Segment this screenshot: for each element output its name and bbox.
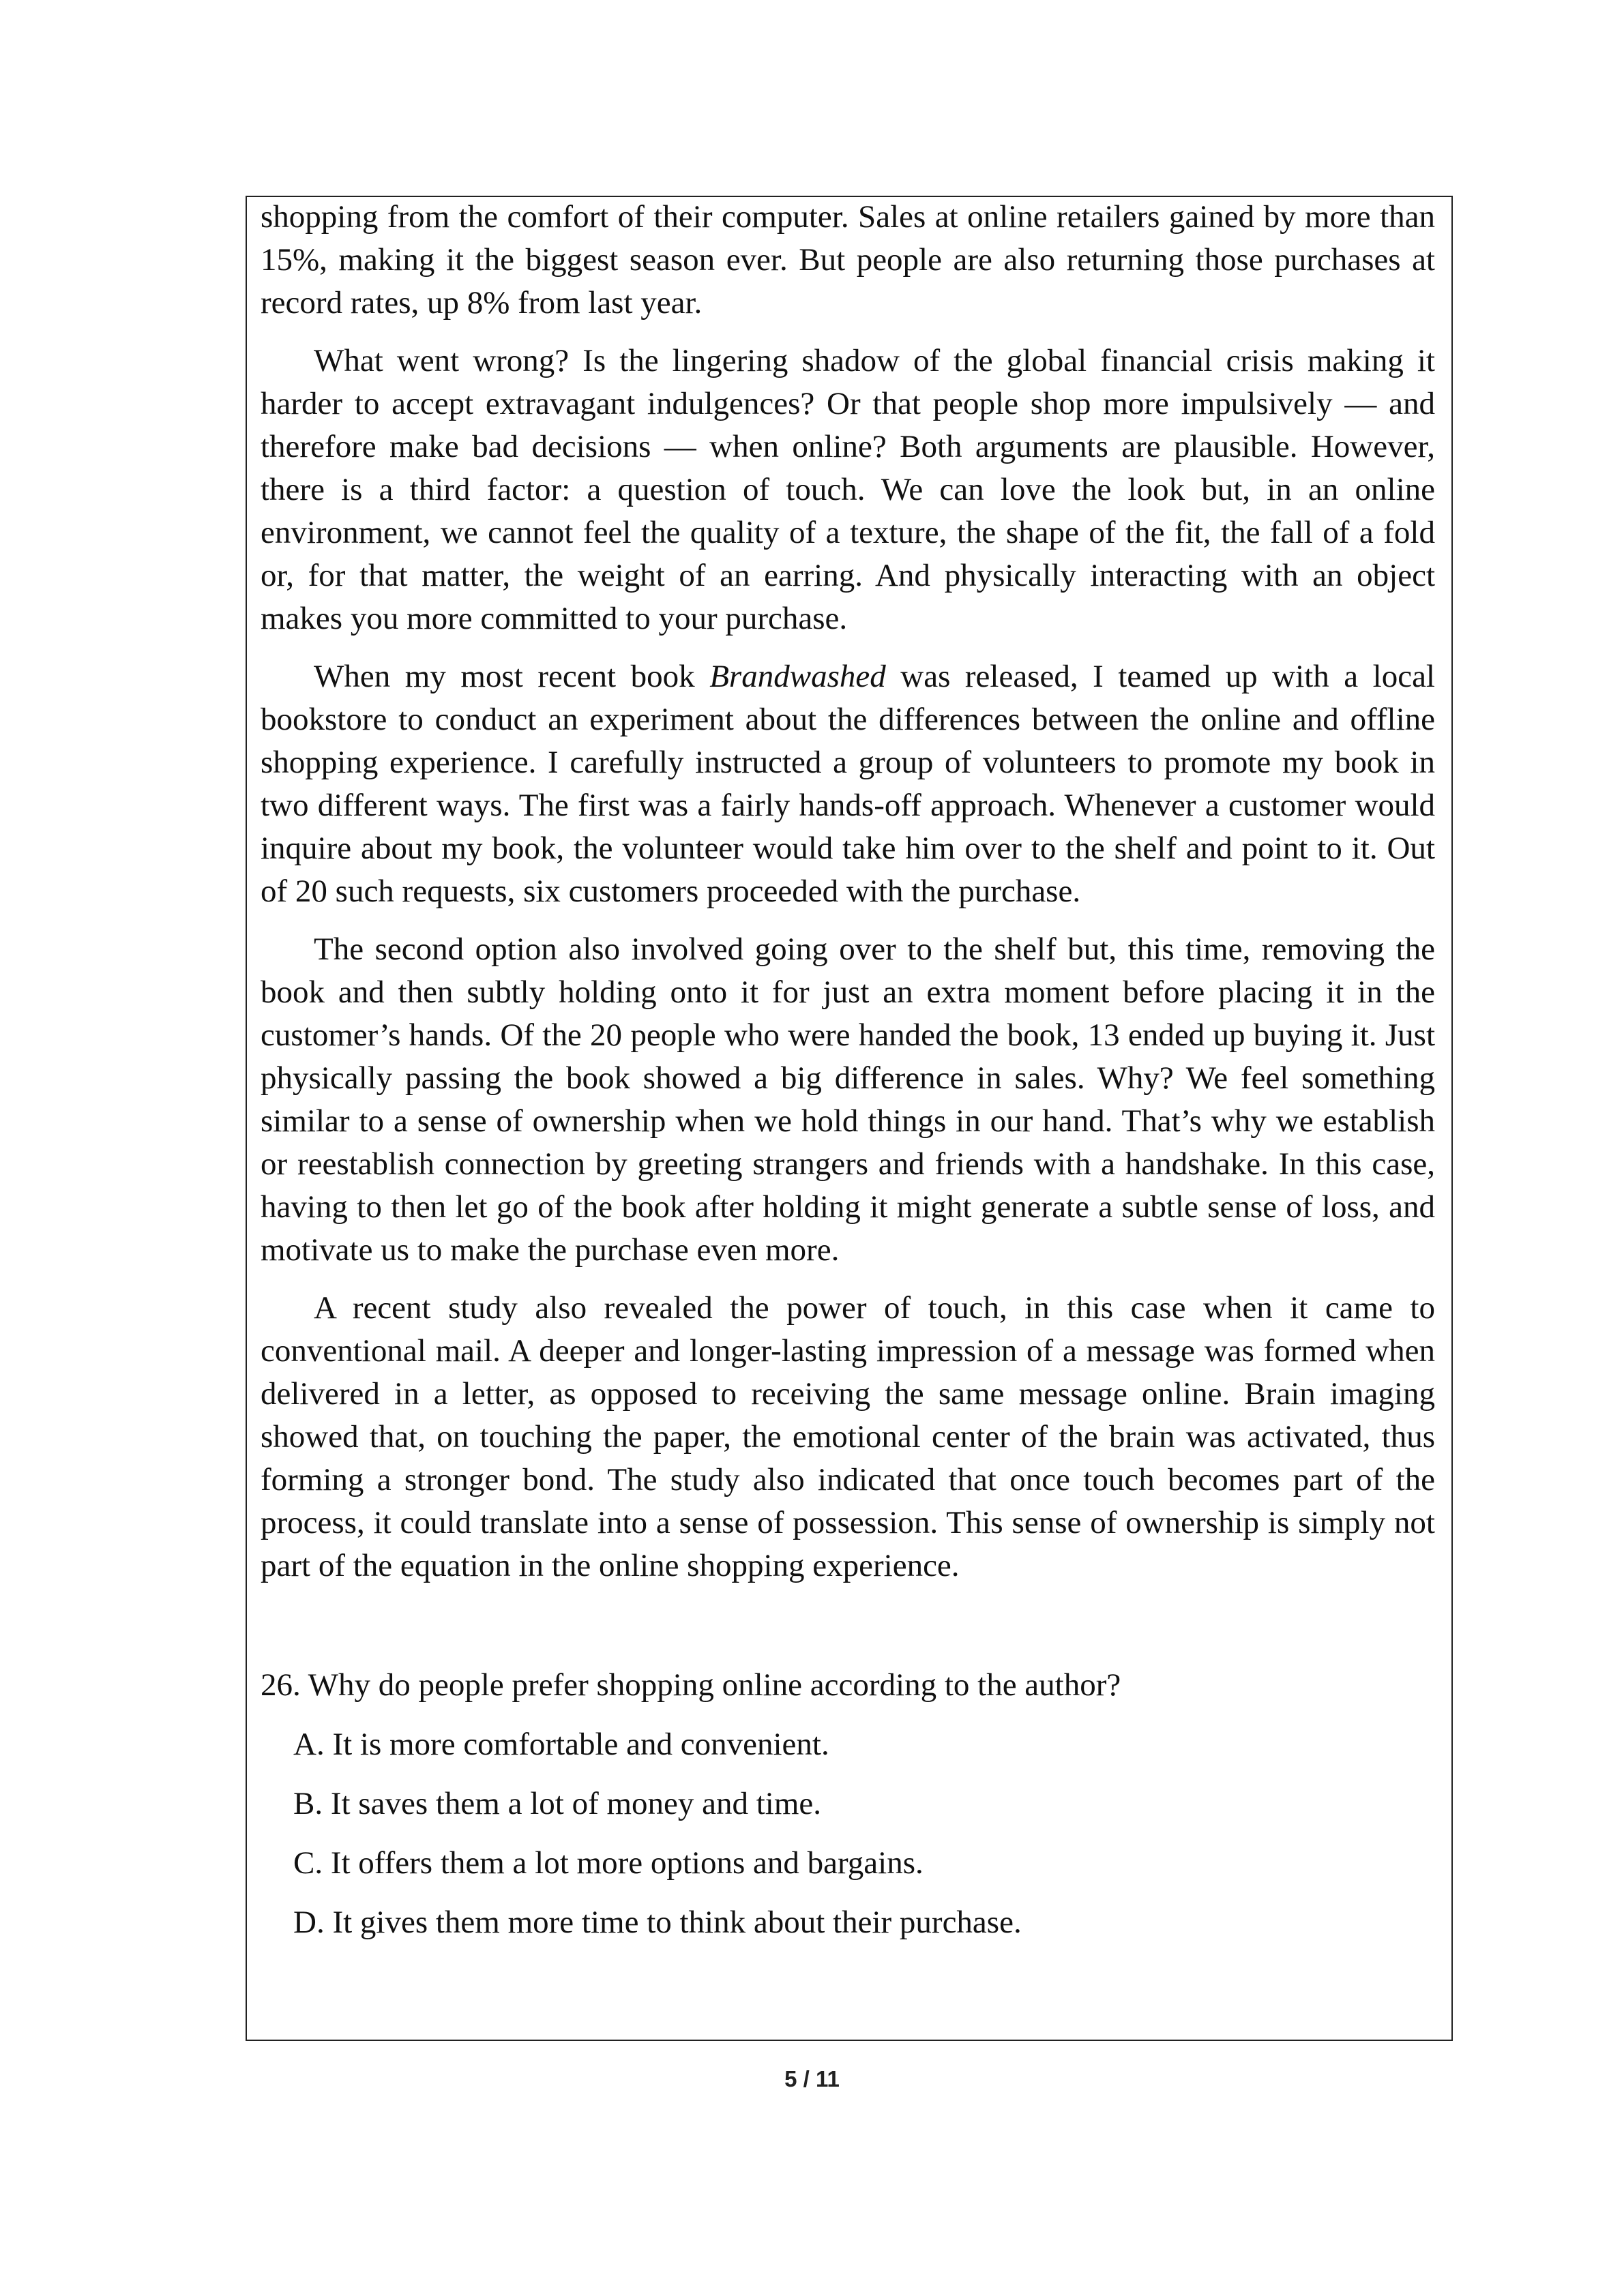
question-stem: 26. Why do people prefer shopping online according to the author? — [261, 1667, 1121, 1703]
passage-paragraph-1: shopping from the comfort of their computer. Sales at online retailers gained by more than 15%, making it the biggest season ever. But people are also returning those purchases at record rates, up 8% from last year. — [261, 199, 1435, 320]
option-d[interactable]: D. It gives them more time to think about their purchase. — [293, 1905, 1022, 1940]
passage-paragraph-3 — [261, 655, 1435, 913]
book-title: Brandwashed — [709, 659, 886, 694]
passage-paragraph-4: The second option also involved going over to the shelf but, this time, removing the book and then subtly holding onto it for just an extra moment before placing it in the customer’s hands. Of the 20 people who were handed the book, 13 ended up buying it. Just physically passing the book showed a big difference in sales. Why? We feel something similar to a sense of ownership when we hold things in our hand. That’s why we establish or reestablish connection by greeting strangers and friends with a handshake. In this case, having to then let go of the book after holding it might generate a subtle sense of loss, and motivate us to make the purchase even more. — [261, 931, 1435, 1268]
passage-paragraph-5: A recent study also revealed the power of touch, in this case when it came to conventional mail. A deeper and longer-lasting impression of a message was formed when delivered in a letter, as opposed to receiving the same message online. Brain imaging showed that, on touching the paper, the emotional center of the brain was activated, thus forming a stronger bond. The study also indicated that once touch becomes part of the process, it could translate into a sense of possession. This sense of ownership is simply not part of the equation in the online shopping experience. — [261, 1290, 1435, 1583]
option-a[interactable]: A. It is more comfortable and convenient. — [293, 1727, 829, 1762]
option-b[interactable]: B. It saves them a lot of money and time. — [293, 1786, 822, 1821]
passage-content — [261, 196, 1435, 1960]
passage-paragraph-2: What went wrong? Is the lingering shadow of the global financial crisis making it harder to accept extravagant indulgences? Or that people shop more impulsively — and therefore make bad decisions — when online? Both arguments are plausible. However, there is a third factor: a question of touch. We can love the look but, in an online environment, we cannot feel the quality of a texture, the shape of the fit, the fall of a fold or, for that matter, the weight of an earring. And physically interacting with an object makes you more committed to your purchase. — [261, 343, 1435, 636]
page-number: 5 / 11 — [784, 2066, 840, 2091]
paragraph-3-text-start: When my most recent book — [314, 659, 710, 694]
option-c[interactable]: C. It offers them a lot more options and bargains. — [293, 1845, 924, 1881]
question-26 — [261, 1664, 1435, 1944]
paragraph-3-text-end: was released, I teamed up with a local bookstore to conduct an experiment about the differences between the online and offline shopping experience. I carefully instructed a group of volunteers to promote my book in two different ways. The first was a fairly hands-off approach. Whenever a customer would inquire about my book, the volunteer would take him over to the shelf and point to it. Out of 20 such requests, six customers proceeded with the purchase. — [261, 659, 1435, 909]
answer-options — [261, 1723, 1435, 1944]
